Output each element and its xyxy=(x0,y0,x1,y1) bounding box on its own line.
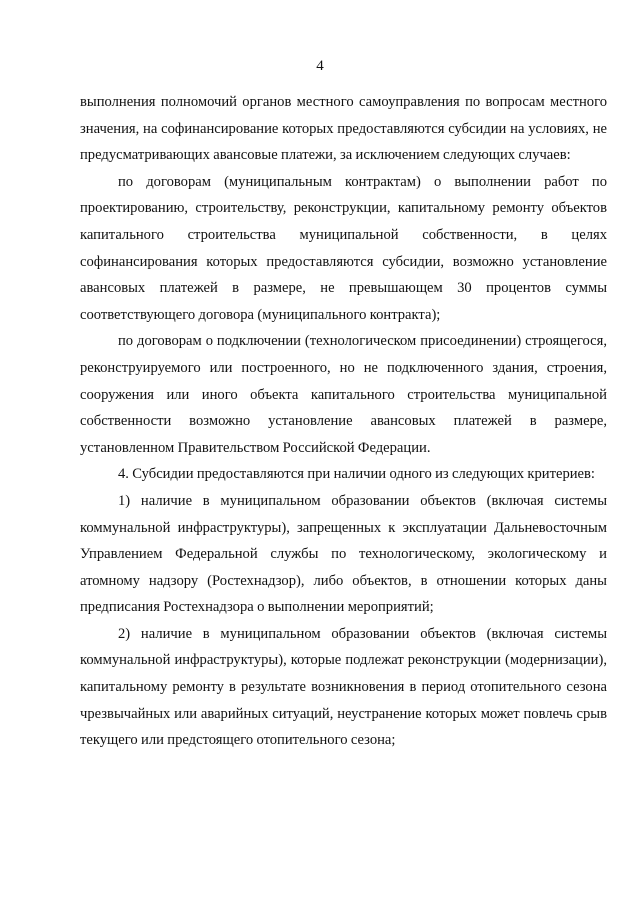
paragraph-criterion-2: 2) наличие в муниципальном образовании объектов (включая системы коммунальной инфраструктуры), которые подлежат реконструкции (модернизации), капитальному ремонту в результате возникновения в период отопительного сезона чрезвычайных или аварийных ситуаций, неустранение которых может повлечь срыв текущего или предстоящего отопительного сезона; xyxy=(80,625,607,749)
document-body xyxy=(80,89,607,754)
paragraph-criterion-1: 1) наличие в муниципальном образовании объектов (включая системы коммунальной инфраструктуры), запрещенных к эксплуатации Дальневосточным Управлением Федеральной службы по технологическому, экологическому и атомному надзору (Ростехнадзор), либо объектов, в отношении которых даны предписания Ростехнадзора о выполнении мероприятий; xyxy=(80,492,607,616)
paragraph-continuation: выполнения полномочий органов местного самоуправления по вопросам местного значения, на софинансирование которых предоставляются субсидии на условиях, не предусматривающих авансовые платежи, за исключением следующих случаев: xyxy=(80,94,607,164)
paragraph-design-contracts: по договорам (муниципальным контрактам) о выполнении работ по проектированию, строительству, реконструкции, капитальному ремонту объектов капитального строительства муниципальной собственности, в целях софинансирования которых предоставляются субсидии, возможно установление авансовых платежей в размере, не превышающем 30 процентов суммы соответствующего договора (муниципального контракта); xyxy=(80,173,607,323)
paragraph-section-4-criteria: 4. Субсидии предоставляются при наличии одного из следующих критериев: xyxy=(118,466,595,483)
paragraph-connection-contracts: по договорам о подключении (технологическом присоединении) строящегося, реконструируемого или построенного, но не подключенного здания, строения, сооружения или иного объекта капитального строительства муниципальной собственности возможно установление авансовых платежей в размере, установленном Правительством Российской Федерации. xyxy=(80,333,607,456)
page-number: 4 xyxy=(316,58,324,74)
